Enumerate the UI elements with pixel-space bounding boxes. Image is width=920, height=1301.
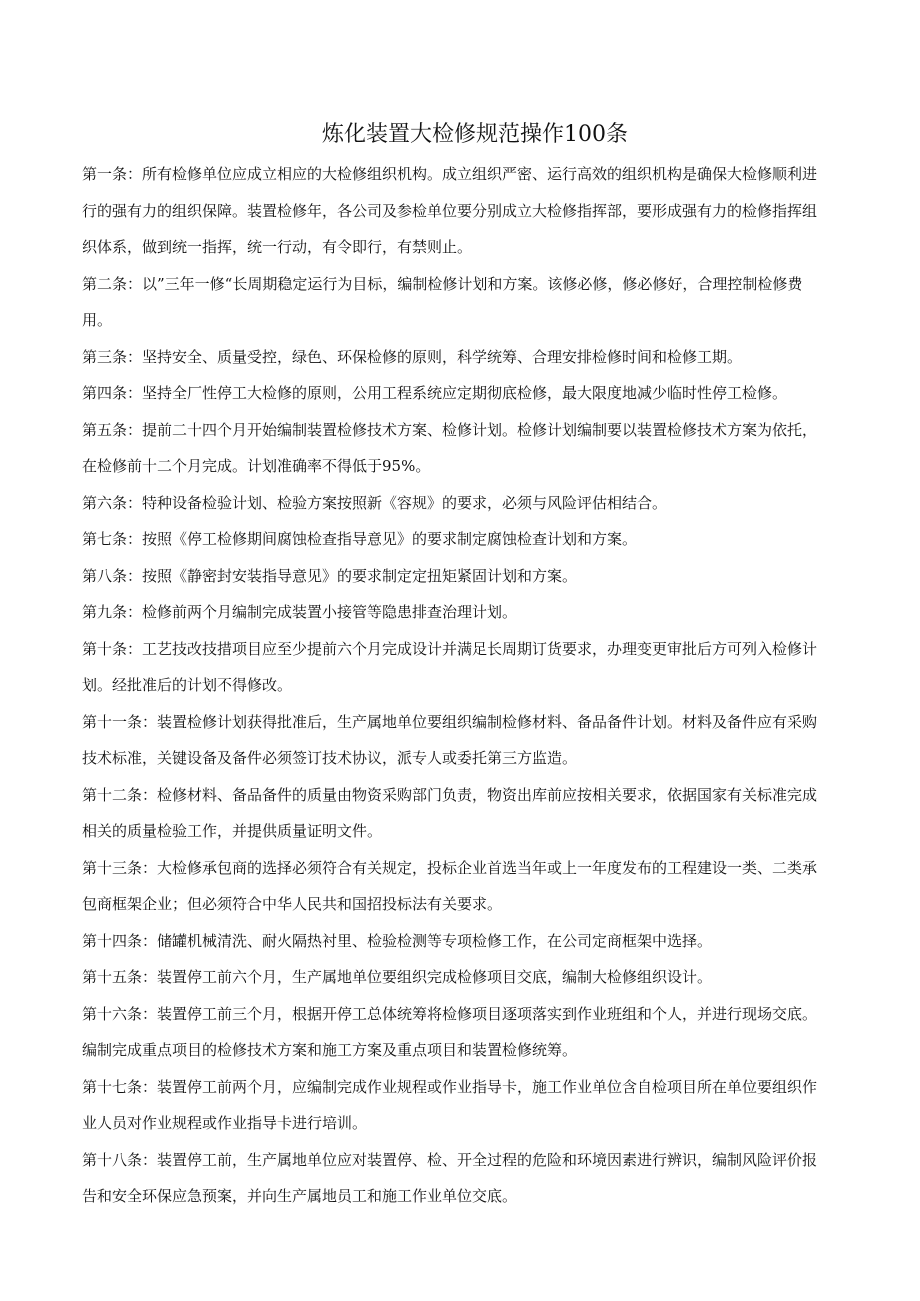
paragraph-line: 第二条：以”三年一修“长周期稳定运行为目标，编制检修计划和方案。该修必修，修必修好，合理控制检修费: [82, 274, 803, 293]
article-paragraph: [82, 266, 852, 339]
paragraph-line: 第十八条：装置停工前，生产属地单位应对装置停、检、开全过程的危险和环境因素进行辨识，编制风险评价报: [82, 1150, 818, 1169]
paragraph-line: 第六条：特种设备检验计划、检验方案按照新《容规》的要求，必须与风险评估相结合。: [82, 493, 668, 512]
article-paragraph: [82, 412, 852, 485]
article-paragraph: [82, 1142, 852, 1215]
paragraph-line: 第十七条：装置停工前两个月，应编制完成作业规程或作业指导卡，施工作业单位含自检项目所在单位要组织作: [82, 1077, 818, 1096]
paragraph-line: 第十条：工艺技改技措项目应至少提前六个月完成设计并满足长周期订货要求，办理变更审批后方可列入检修计: [82, 639, 818, 658]
paragraph-line: 第四条：坚持全厂性停工大检修的原则，公用工程系统应定期彻底检修，最大限度地减少临时性停工检修。: [82, 384, 788, 402]
paragraph-line: 告和安全环保应急预案，并向生产属地员工和施工作业单位交底。: [82, 1187, 518, 1205]
paragraph-line: 第十五条：装置停工前六个月，生产属地单位要组织完成检修项目交底，编制大检修组织设计。: [82, 968, 713, 986]
paragraph-line: 第十二条：检修材料、备品备件的质量由物资采购部门负责，物资出库前应按相关要求，依据国家有关标准完成: [82, 785, 818, 804]
article-paragraph: [82, 850, 852, 923]
article-paragraph: [82, 959, 852, 996]
article-paragraph: [82, 1069, 852, 1142]
paragraph-line: 相关的质量检验工作，并提供质量证明文件。: [82, 822, 383, 840]
paragraph-line: 编制完成重点项目的检修技术方案和施工方案及重点项目和装置检修统筹。: [82, 1041, 578, 1059]
paragraph-line: 第五条：提前二十四个月开始编制装置检修技术方案、检修计划。检修计划编制要以装置检修技术方案为依托，: [82, 420, 818, 439]
document-title: 炼化装置大检修规范操作100条: [322, 122, 628, 147]
paragraph-line: 技术标准，关键设备及备件必须签订技术协议，派专人或委托第三方监造。: [82, 749, 578, 767]
paragraph-line: 织体系，做到统一指挥，统一行动，有令即行，有禁则止。: [82, 238, 473, 256]
paragraph-line: 第十三条：大检修承包商的选择必须符合有关规定，投标企业首选当年或上一年度发布的工程建设一类、二类承: [82, 858, 818, 877]
article-paragraph: [82, 156, 852, 266]
article-paragraph: [82, 631, 852, 704]
document-body: [82, 156, 852, 1215]
paragraph-line: 划。经批准后的计划不得修改。: [82, 676, 293, 694]
article-paragraph: [82, 339, 852, 376]
paragraph-line: 第十六条：装置停工前三个月，根据开停工总体统筹将检修项目逐项落实到作业班组和个人，并进行现场交底。: [82, 1004, 818, 1023]
article-paragraph: [82, 594, 852, 631]
article-paragraph: [82, 375, 852, 412]
paragraph-line: 在检修前十二个月完成。计划准确率不得低于95%。: [82, 457, 431, 475]
article-paragraph: [82, 996, 852, 1069]
paragraph-line: 第三条：坚持安全、质量受控，绿色、环保检修的原则，科学统筹、合理安排检修时间和检修工期。: [82, 347, 743, 366]
article-paragraph: [82, 704, 852, 777]
paragraph-line: 行的强有力的组织保障。装置检修年，各公司及参检单位要分别成立大检修指挥部，要形成强有力的检修指挥组: [82, 201, 818, 220]
article-paragraph: [82, 521, 852, 558]
paragraph-line: 第一条：所有检修单位应成立相应的大检修组织机构。成立组织严密、运行高效的组织机构是确保大检修顺利进: [82, 165, 818, 183]
paragraph-line: 业人员对作业规程或作业指导卡进行培训。: [82, 1114, 368, 1132]
article-paragraph: [82, 558, 852, 595]
paragraph-line: 包商框架企业；但必须符合中华人民共和国招投标法有关要求。: [82, 895, 503, 913]
paragraph-line: 第十一条：装置检修计划获得批准后，生产属地单位要组织编制检修材料、备品备件计划。材料及备件应有采购: [82, 712, 818, 731]
paragraph-line: 用。: [82, 311, 113, 329]
paragraph-line: 第八条：按照《静密封安装指导意见》的要求制定定扭矩紧固计划和方案。: [82, 566, 578, 585]
paragraph-line: 第十四条：储罐机械清洗、耐火隔热衬里、检验检测等专项检修工作，在公司定商框架中选择。: [82, 931, 713, 950]
article-paragraph: [82, 485, 852, 522]
article-paragraph: [82, 777, 852, 850]
article-paragraph: [82, 923, 852, 960]
paragraph-line: 第九条：检修前两个月编制完成装置小接管等隐患排查治理计划。: [82, 603, 518, 621]
paragraph-line: 第七条：按照《停工检修期间腐蚀检查指导意见》的要求制定腐蚀检查计划和方案。: [82, 530, 638, 548]
